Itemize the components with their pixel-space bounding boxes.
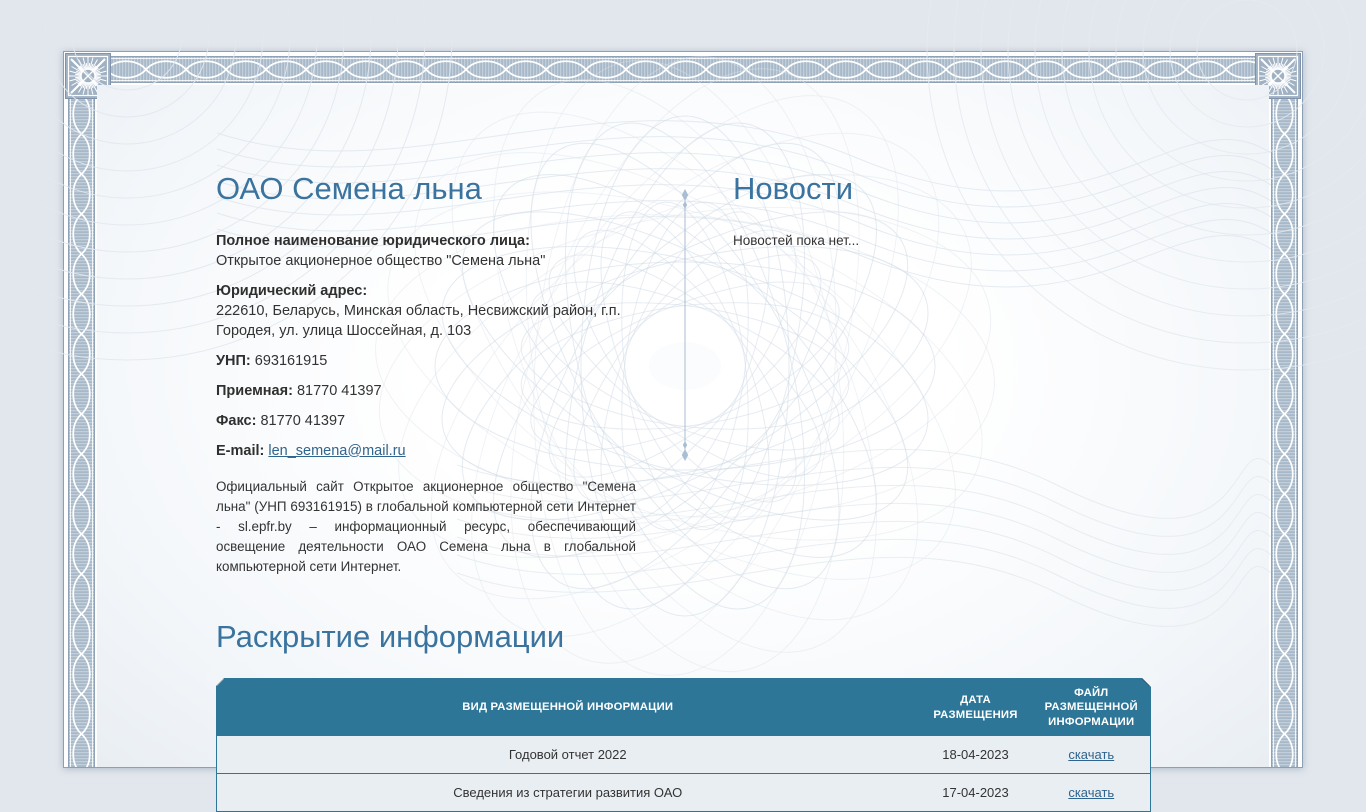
field-label: Факс: (216, 412, 257, 429)
download-link[interactable]: скачать (1068, 784, 1115, 800)
column-header-file: ФАЙЛ РАЗМЕЩЕННОЙ ИНФОРМАЦИИ (1033, 679, 1151, 736)
column-header-date: ДАТА РАЗМЕЩЕНИЯ (919, 679, 1033, 736)
disclosure-table-wrap (216, 678, 1150, 812)
main-content (216, 85, 1150, 812)
border-strip-right (1271, 94, 1298, 767)
cell-info-type: Сведения из стратегии развития ОАО (217, 773, 919, 811)
news-section (733, 171, 1150, 251)
field-value: 81770 41397 (260, 412, 346, 429)
field-label: Приемная: (216, 382, 293, 399)
field-legal-address (216, 281, 636, 341)
news-empty-message: Новостей пока нет... (733, 232, 860, 248)
field-label: Юридический адрес: (216, 282, 368, 299)
company-info-section (216, 171, 636, 577)
page-sheet (97, 85, 1269, 800)
column-header-info-type: ВИД РАЗМЕЩЕННОЙ ИНФОРМАЦИИ (217, 679, 919, 736)
field-value: Открытое акционерное общество "Семена льна" (216, 252, 546, 269)
email-link[interactable]: len_semena@mail.ru (268, 442, 406, 459)
field-label: УНП: (216, 352, 251, 369)
border-strip-top (106, 56, 1260, 83)
company-heading: ОАО Семена льна (216, 171, 482, 206)
field-fax (216, 411, 636, 431)
certificate-frame (63, 51, 1303, 800)
field-reception-phone (216, 381, 636, 401)
field-email (216, 441, 636, 461)
news-heading: Новости (733, 171, 854, 206)
border-strip-left (68, 94, 95, 767)
table-row (217, 736, 1151, 774)
field-unp (216, 351, 636, 371)
download-link[interactable]: скачать (1068, 746, 1115, 762)
field-value: 222610, Беларусь, Минская область, Несвижский район, г.п. Городея, ул. улица Шоссейная, д. 103 (216, 302, 621, 339)
cell-info-type: Годовой отчет 2022 (508, 746, 627, 762)
cell-date: 17-04-2023 (919, 773, 1033, 811)
field-full-name (216, 231, 636, 271)
field-value: 693161915 (254, 352, 328, 369)
field-value: 81770 41397 (296, 382, 382, 399)
table-row (217, 773, 1151, 811)
field-label: Полное наименование юридического лица: (216, 232, 530, 249)
cell-date: 18-04-2023 (942, 746, 1009, 762)
site-description: Официальный сайт Открытое акционерное общество "Семена льна" (УНП 693161915) в глобальной компьютерной сети Интернет - sl.epfr.by – информационный ресурс, обеспечивающий освещение деятельности ОАО Семена льна в глобальной компьютерной сети Интернет. (216, 478, 636, 574)
table-header-row (217, 679, 1151, 736)
disclosure-heading: Раскрытие информации (216, 618, 565, 654)
field-label: E-mail: (216, 442, 265, 459)
disclosure-table (216, 678, 1151, 812)
